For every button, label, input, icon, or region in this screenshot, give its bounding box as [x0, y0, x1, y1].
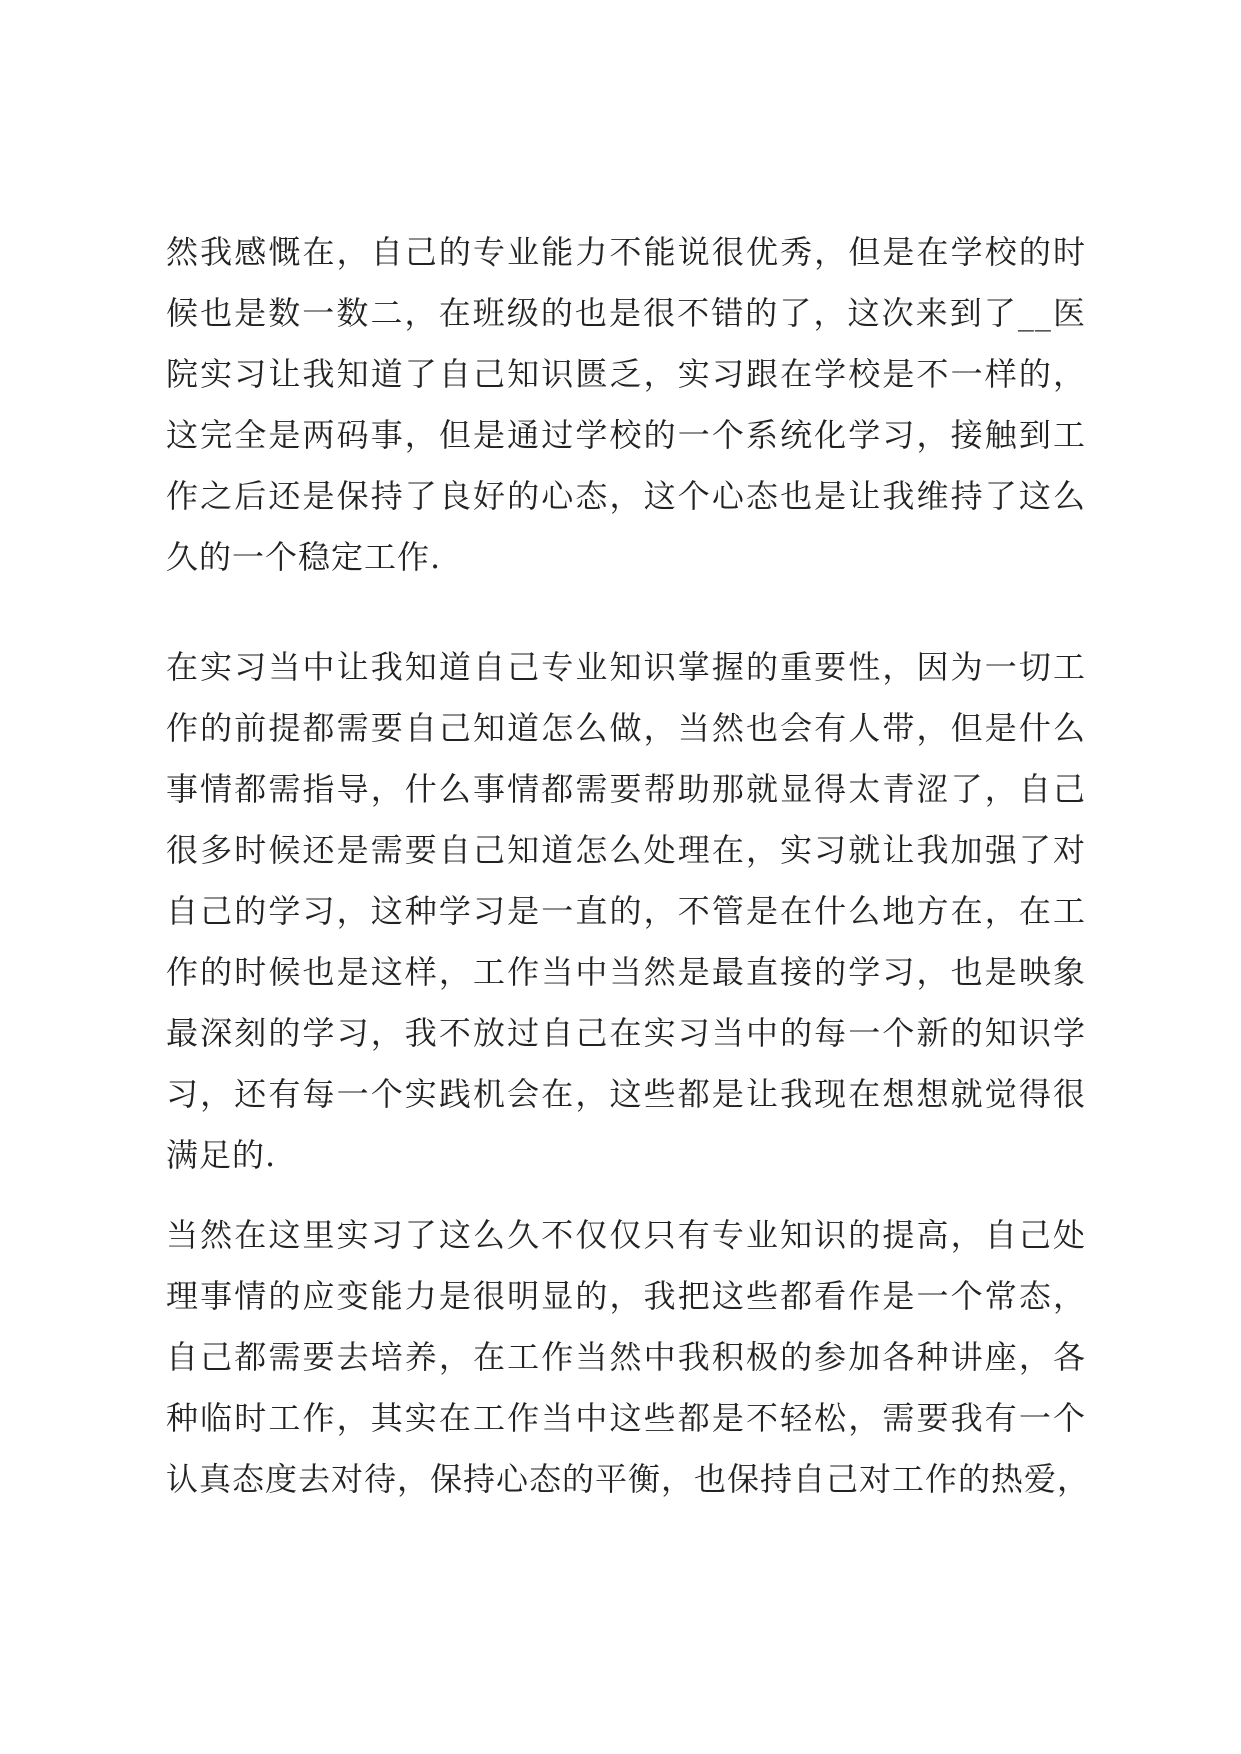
- text-line: 认真态度去对待，保持心态的平衡，也保持自己对工作的热爱，: [166, 1460, 1091, 1498]
- text-line: 这完全是两码事，但是通过学校的一个系统化学习，接触到工: [166, 416, 1086, 454]
- text-line: 作之后还是保持了良好的心态，这个心态也是让我维持了这么: [166, 477, 1086, 515]
- text-line: 理事情的应变能力是很明显的，我把这些都看作是一个常态，: [166, 1277, 1086, 1315]
- text-line: 自己都需要去培养，在工作当然中我积极的参加各种讲座，各: [166, 1338, 1086, 1376]
- text-line: 作的前提都需要自己知道怎么做，当然也会有人带，但是什么: [166, 709, 1086, 747]
- paragraph-2: [166, 637, 1086, 1186]
- text-line: 在实习当中让我知道自己专业知识掌握的重要性，因为一切工: [166, 648, 1086, 686]
- text-line: 候也是数一数二，在班级的也是很不错的了，这次来到了__医: [166, 294, 1086, 332]
- paragraph-3: [166, 1205, 1091, 1510]
- text-line: 院实习让我知道了自己知识匮乏，实习跟在学校是不一样的，: [166, 355, 1086, 393]
- text-line: 种临时工作，其实在工作当中这些都是不轻松，需要我有一个: [166, 1399, 1086, 1437]
- text-line: 事情都需指导，什么事情都需要帮助那就显得太青涩了，自己: [166, 770, 1086, 808]
- paragraph-1: [166, 222, 1086, 588]
- text-line: 自己的学习，这种学习是一直的，不管是在什么地方在，在工: [166, 892, 1086, 930]
- text-line: 作的时候也是这样，工作当中当然是最直接的学习，也是映象: [166, 953, 1086, 991]
- text-line: 然我感慨在，自己的专业能力不能说很优秀，但是在学校的时: [166, 233, 1086, 271]
- text-line: 很多时候还是需要自己知道怎么处理在，实习就让我加强了对: [166, 831, 1086, 869]
- text-line: 当然在这里实习了这么久不仅仅只有专业知识的提高，自己处: [166, 1216, 1086, 1254]
- text-line: 满足的.: [166, 1136, 277, 1174]
- text-line: 最深刻的学习，我不放过自己在实习当中的每一个新的知识学: [166, 1014, 1086, 1052]
- text-line: 久的一个稳定工作.: [166, 538, 442, 576]
- text-line: 习，还有每一个实践机会在，这些都是让我现在想想就觉得很: [166, 1075, 1086, 1113]
